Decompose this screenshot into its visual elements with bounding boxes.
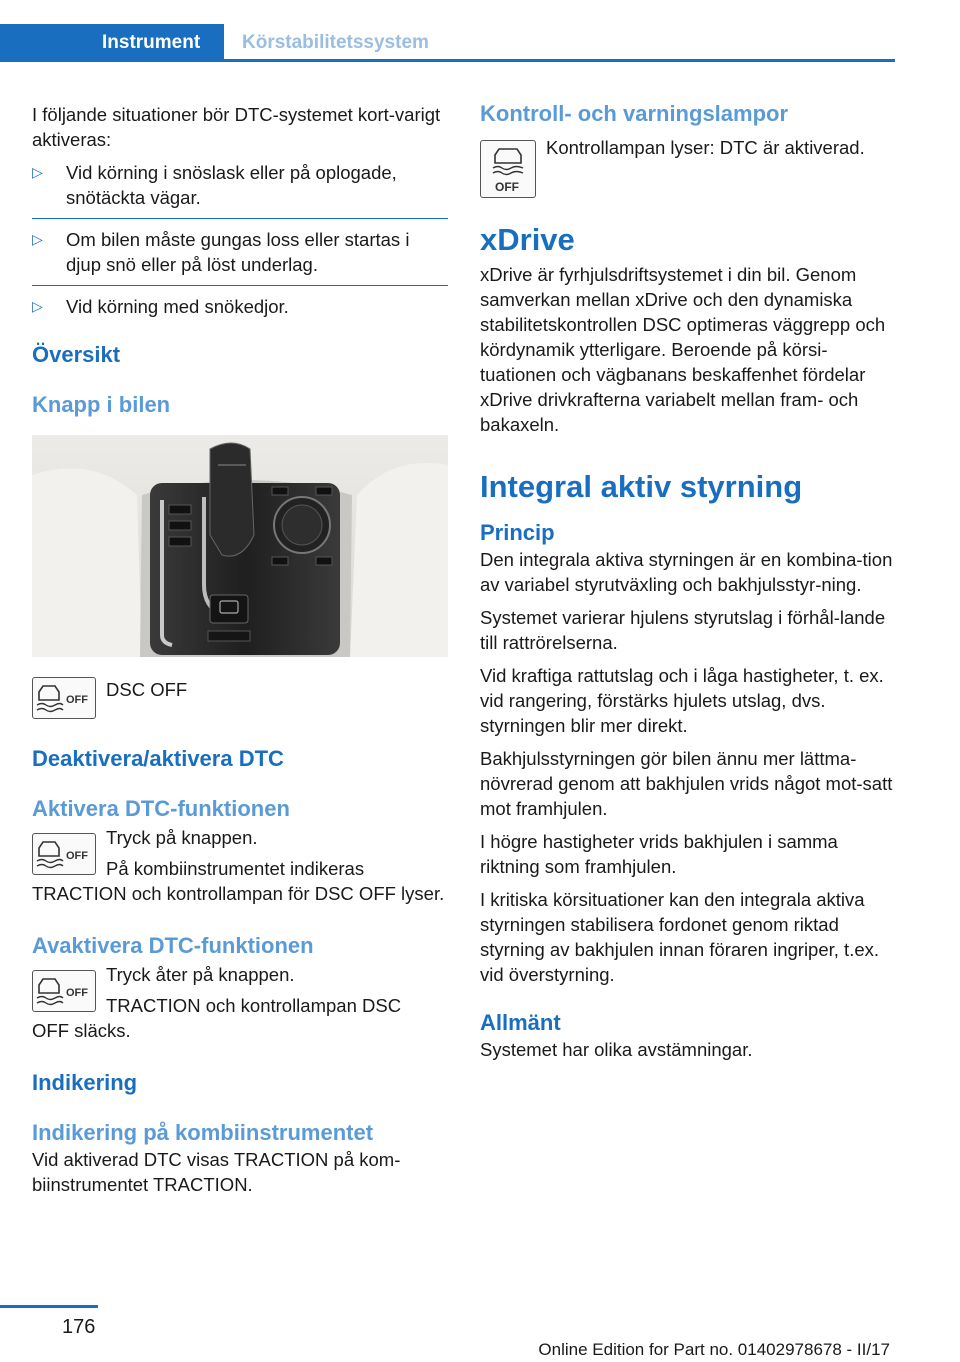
svg-text:OFF: OFF: [495, 180, 519, 194]
principle-paragraph: Vid kraftiga rattutslag och i låga hastigheter, t. ex. vid rangering, förstärks hjulets utslag, dvs. styrningen blir mer direkt.: [480, 665, 884, 736]
list-divider: [32, 285, 448, 286]
deactivate-step-2-first: TRACTION och kontrollampan DSC: [106, 995, 402, 1016]
button-heading: Knapp i bilen: [32, 392, 171, 417]
indication-cluster-heading: Indikering på kombiinstrumentet: [32, 1120, 374, 1145]
right-column: [480, 100, 896, 1062]
principle-paragraph: I kritiska körsituationer kan den integrala aktiva styrningen stabilisera fordonet genom riktad styrning av bakhjulen innan föraren ingriper, t.ex. vid överstyrning.: [480, 889, 880, 985]
list-item: ▷ Om bilen måste gungas loss eller startas i djup snö eller på löst underlag.: [32, 229, 410, 275]
steering-heading: Integral aktiv styrning: [480, 469, 803, 504]
intro-text: I följande situationer bör DTC-systemet kort-varigt aktiveras:: [32, 104, 441, 150]
deactivate-step-1: Tryck åter på knappen.: [106, 964, 295, 985]
center-console-photo: [32, 435, 448, 657]
dsc-off-icon: [32, 833, 96, 875]
overview-heading: Översikt: [32, 342, 121, 367]
deactivate-dtc-heading: Avaktivera DTC-funktionen: [32, 933, 314, 958]
xdrive-heading: xDrive: [480, 222, 575, 257]
dtc-lamp-row: [480, 132, 896, 196]
triangle-bullet-icon: ▷: [32, 298, 43, 314]
principle-paragraph: Bakhjulsstyrningen gör bilen ännu mer lättma-növrerad genom att bakhjulen vrids något mot-satt mot framhjulen.: [480, 748, 893, 819]
deactivate-step-2: OFF släcks.: [32, 1020, 131, 1041]
list-divider: [32, 218, 448, 219]
activate-dtc-heading: Aktivera DTC-funktionen: [32, 796, 290, 821]
header-rule: [224, 59, 895, 62]
footer-rule: [0, 1305, 98, 1308]
page-number: 176: [62, 1316, 96, 1338]
principle-paragraph: Den integrala aktiva styrningen är en kombina-tion av variabel styrutväxling och bakhjulsstyr-ning.: [480, 549, 893, 595]
principle-heading: Princip: [480, 520, 555, 545]
activate-step-2-first: På kombiinstrumentet indikeras: [106, 858, 365, 879]
dsc-off-row: [32, 673, 448, 723]
principle-paragraph: I högre hastigheter vrids bakhjulen i samma riktning som framhjulen.: [480, 831, 838, 877]
list-item: ▷ Vid körning med snökedjor.: [32, 296, 289, 317]
lamps-heading: Kontroll- och varningslampor: [480, 101, 789, 126]
activate-step-2: TRACTION och kontrollampan för DSC OFF lyser.: [32, 883, 445, 904]
dsc-off-icon: [32, 677, 96, 719]
svg-text:OFF: OFF: [66, 987, 88, 999]
tab-korstabilitetssystem[interactable]: Körstabilitetssystem: [242, 32, 429, 53]
triangle-bullet-icon: ▷: [32, 164, 43, 180]
header-bar: [0, 24, 895, 62]
indication-heading: Indikering: [32, 1070, 138, 1095]
svg-text:OFF: OFF: [66, 850, 88, 862]
deactivate-row: [32, 962, 448, 1018]
xdrive-text: xDrive är fyrhjulsdriftsystemet i din bil. Genom samverkan mellan xDrive och den dynamiska stabilitetskontrollen DSC optimeras väggrepp och kördynamik ytterligare. Beroende på körsi-tuationen och vägbanans beskaffenhet fördelar xDrive drivkrafterna variabelt mellan fram- och bakaxeln.: [480, 264, 886, 435]
general-heading: Allmänt: [480, 1010, 561, 1035]
situation-list: [32, 160, 448, 319]
activate-step-1: Tryck på knappen.: [106, 827, 258, 848]
edition-text: Online Edition for Part no. 01402978678 - II/17: [538, 1340, 890, 1359]
lamps-text: Kontrollampan lyser: DTC är aktiverad.: [546, 137, 865, 158]
svg-text:OFF: OFF: [66, 694, 88, 706]
center-console-image: [32, 435, 448, 657]
deactivate-activate-heading: Deaktivera/aktivera DTC: [32, 746, 284, 771]
dsc-off-icon: [32, 970, 96, 1012]
general-text: Systemet har olika avstämningar.: [480, 1039, 753, 1060]
indication-text: Vid aktiverad DTC visas TRACTION på kom-biinstrumentet TRACTION.: [32, 1149, 401, 1195]
left-column: [32, 100, 448, 1197]
principle-paragraph: Systemet varierar hjulens styrutslag i förhål-lande till rattrörelserna.: [480, 607, 886, 653]
activate-row: [32, 825, 448, 881]
dtc-lamp-icon: [480, 140, 536, 198]
list-item: ▷ Vid körning i snöslask eller på oplogade, snötäckta vägar.: [32, 162, 397, 208]
dsc-off-label: DSC OFF: [106, 679, 188, 700]
tab-instrument[interactable]: Instrument: [0, 24, 224, 62]
triangle-bullet-icon: ▷: [32, 231, 43, 247]
